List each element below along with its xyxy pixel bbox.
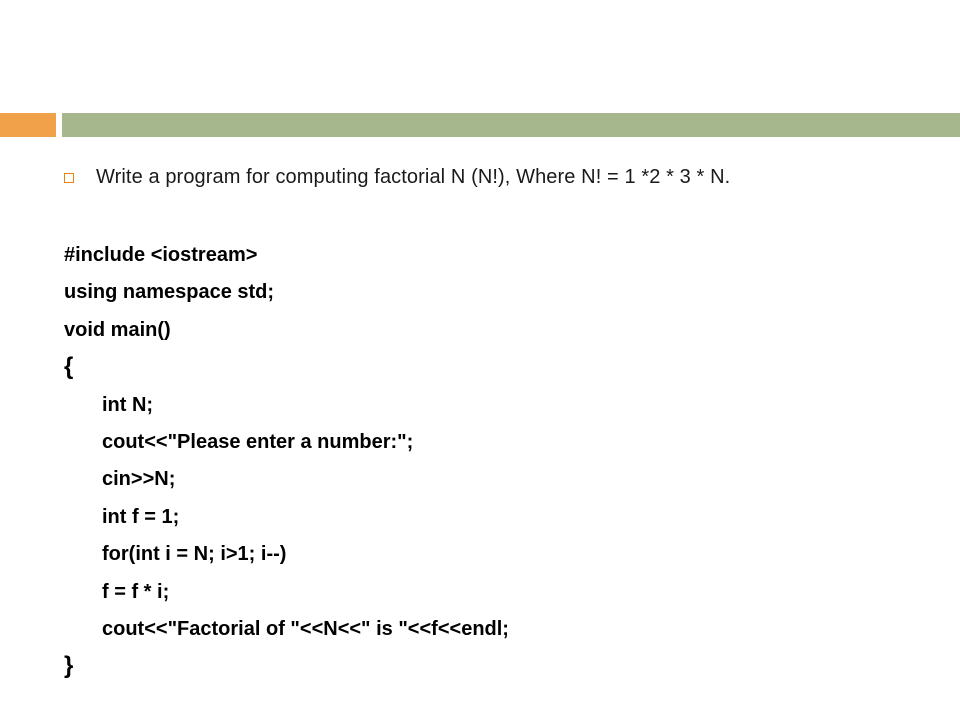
- header-band-bar: [62, 113, 960, 137]
- code-line-init-f: int f = 1;: [102, 505, 180, 528]
- code-line-include: #include <iostream>: [64, 244, 258, 266]
- code-line-using: using namespace std;: [64, 281, 275, 304]
- code-line-main: void main(): [64, 318, 171, 341]
- code-line-input: cin>>N;: [102, 468, 176, 491]
- code-line-for-loop: for(int i = N; i>1; i--): [102, 543, 287, 566]
- code-line-declare-n: int N;: [102, 393, 154, 416]
- code-line-close-brace: }: [64, 652, 74, 680]
- bullet-point: [64, 166, 940, 189]
- square-bullet-icon: [64, 173, 74, 183]
- code-line-output: cout<<"Factorial of "<<N<<" is "<<f<<endl;: [102, 617, 509, 640]
- code-line-multiply: f = f * i;: [102, 580, 170, 603]
- code-block: [64, 240, 940, 689]
- code-line-prompt: cout<<"Please enter a number:";: [102, 430, 414, 453]
- header-accent-bar: [0, 113, 56, 137]
- code-line-open-brace: {: [64, 353, 74, 381]
- bullet-text: Write a program for computing factorial N (N!), Where N! = 1 *2 * 3 * N.: [96, 166, 731, 188]
